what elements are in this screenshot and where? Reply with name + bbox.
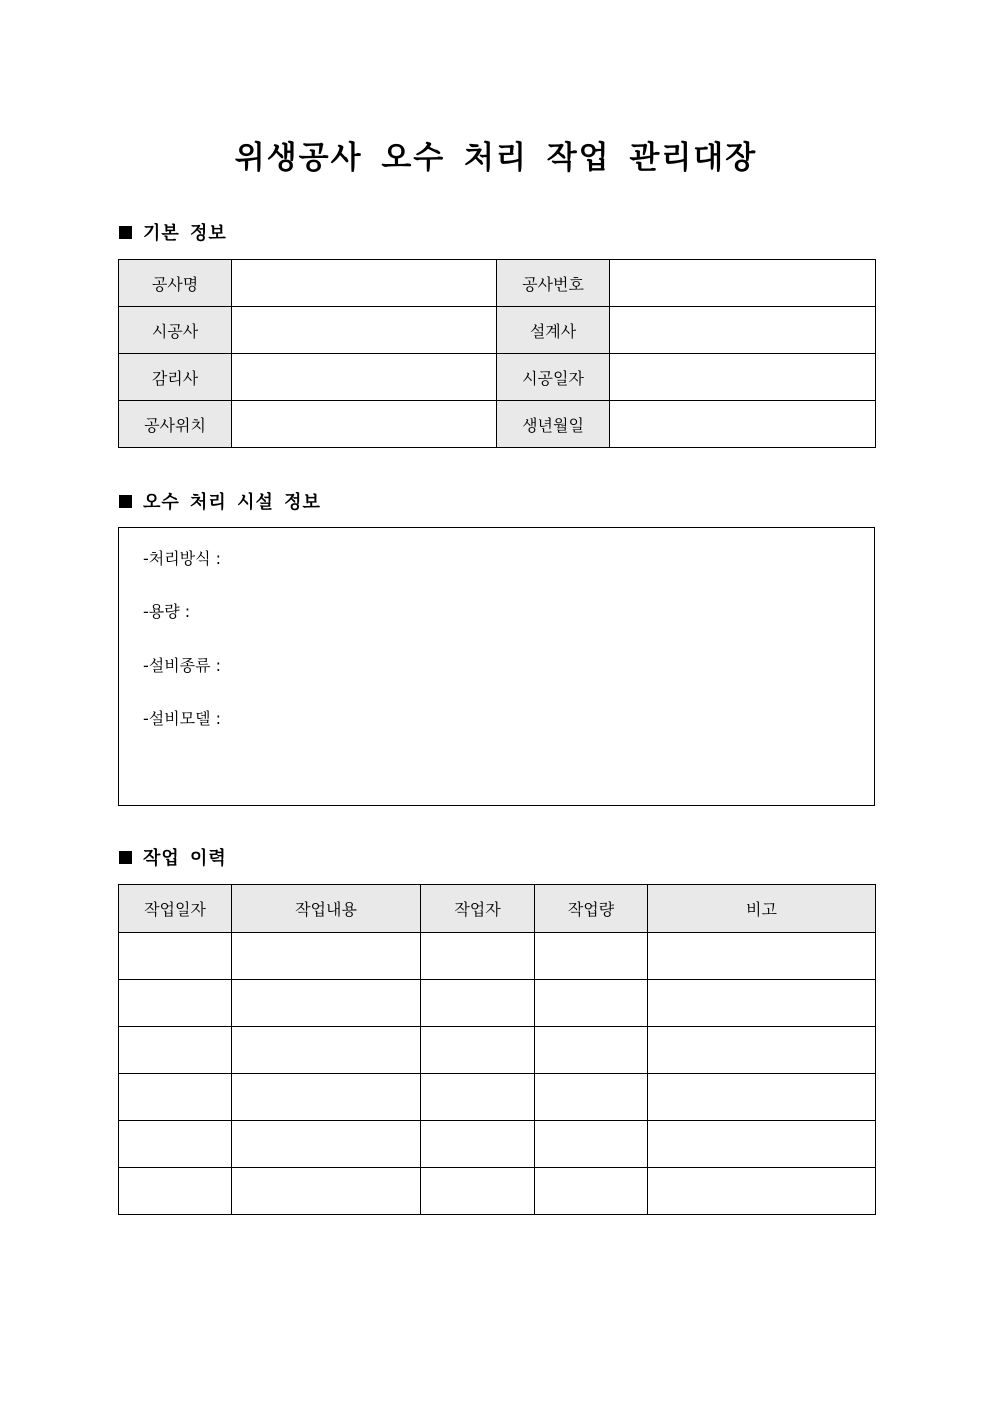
value-birth-date[interactable] <box>610 401 876 448</box>
section-heading-text: 오수 처리 시설 정보 <box>143 492 321 513</box>
table-cell[interactable] <box>232 933 421 980</box>
square-bullet-icon <box>119 226 132 239</box>
label-birth-date: 생년월일 <box>497 401 610 448</box>
table-cell[interactable] <box>119 1168 232 1215</box>
table-row <box>119 401 876 448</box>
value-designer[interactable] <box>610 307 876 354</box>
table-cell[interactable] <box>232 980 421 1027</box>
value-supervisor[interactable] <box>232 354 497 401</box>
column-header-worker: 작업자 <box>421 885 535 933</box>
table-cell[interactable] <box>421 1027 535 1074</box>
section-heading-text: 작업 이력 <box>143 848 227 869</box>
table-cell[interactable] <box>648 933 876 980</box>
table-cell[interactable] <box>232 1168 421 1215</box>
table-cell[interactable] <box>648 1027 876 1074</box>
section-heading-basic-info <box>119 221 227 247</box>
table-row <box>119 354 876 401</box>
section-heading-text: 기본 정보 <box>143 223 227 244</box>
table-cell[interactable] <box>535 1168 648 1215</box>
table-cell[interactable] <box>648 1168 876 1215</box>
square-bullet-icon <box>119 495 132 508</box>
table-cell[interactable] <box>648 980 876 1027</box>
value-project-number[interactable] <box>610 260 876 307</box>
table-row <box>119 1027 876 1074</box>
table-row <box>119 307 876 354</box>
table-row <box>119 1168 876 1215</box>
column-header-work-content: 작업내용 <box>232 885 421 933</box>
work-history-table <box>118 884 876 1215</box>
table-cell[interactable] <box>119 1121 232 1168</box>
value-contractor[interactable] <box>232 307 497 354</box>
facility-line-capacity: -용량 : <box>143 602 191 621</box>
column-header-work-date: 작업일자 <box>119 885 232 933</box>
label-project-name: 공사명 <box>119 260 232 307</box>
column-header-remarks: 비고 <box>648 885 876 933</box>
table-cell[interactable] <box>232 1121 421 1168</box>
table-cell[interactable] <box>421 1074 535 1121</box>
label-project-location: 공사위치 <box>119 401 232 448</box>
facility-info-box[interactable] <box>118 527 875 806</box>
table-cell[interactable] <box>421 1121 535 1168</box>
column-header-work-amount: 작업량 <box>535 885 648 933</box>
table-cell[interactable] <box>535 1027 648 1074</box>
document-title: 위생공사 오수 처리 작업 관리대장 <box>234 140 758 176</box>
table-cell[interactable] <box>119 1074 232 1121</box>
table-cell[interactable] <box>535 933 648 980</box>
section-heading-work-history <box>119 846 227 872</box>
table-cell[interactable] <box>648 1121 876 1168</box>
table-row <box>119 933 876 980</box>
table-row <box>119 1121 876 1168</box>
table-cell[interactable] <box>535 980 648 1027</box>
label-project-number: 공사번호 <box>497 260 610 307</box>
table-header-row <box>119 885 876 933</box>
table-cell[interactable] <box>119 1027 232 1074</box>
square-bullet-icon <box>119 851 132 864</box>
table-row <box>119 980 876 1027</box>
facility-line-treatment-method: -처리방식 : <box>143 549 222 568</box>
table-cell[interactable] <box>119 980 232 1027</box>
table-cell[interactable] <box>232 1027 421 1074</box>
table-cell[interactable] <box>119 933 232 980</box>
value-construction-date[interactable] <box>610 354 876 401</box>
table-cell[interactable] <box>535 1121 648 1168</box>
value-project-name[interactable] <box>232 260 497 307</box>
table-cell[interactable] <box>421 980 535 1027</box>
table-cell[interactable] <box>232 1074 421 1121</box>
table-cell[interactable] <box>421 933 535 980</box>
table-cell[interactable] <box>535 1074 648 1121</box>
table-row <box>119 260 876 307</box>
section-heading-facility-info <box>119 490 321 516</box>
value-project-location[interactable] <box>232 401 497 448</box>
table-cell[interactable] <box>648 1074 876 1121</box>
facility-line-equipment-type: -설비종류 : <box>143 656 222 675</box>
label-contractor: 시공사 <box>119 307 232 354</box>
basic-info-table <box>118 259 876 448</box>
label-designer: 설계사 <box>497 307 610 354</box>
table-cell[interactable] <box>421 1168 535 1215</box>
facility-line-equipment-model: -설비모델 : <box>143 709 222 728</box>
label-supervisor: 감리사 <box>119 354 232 401</box>
label-construction-date: 시공일자 <box>497 354 610 401</box>
table-row <box>119 1074 876 1121</box>
